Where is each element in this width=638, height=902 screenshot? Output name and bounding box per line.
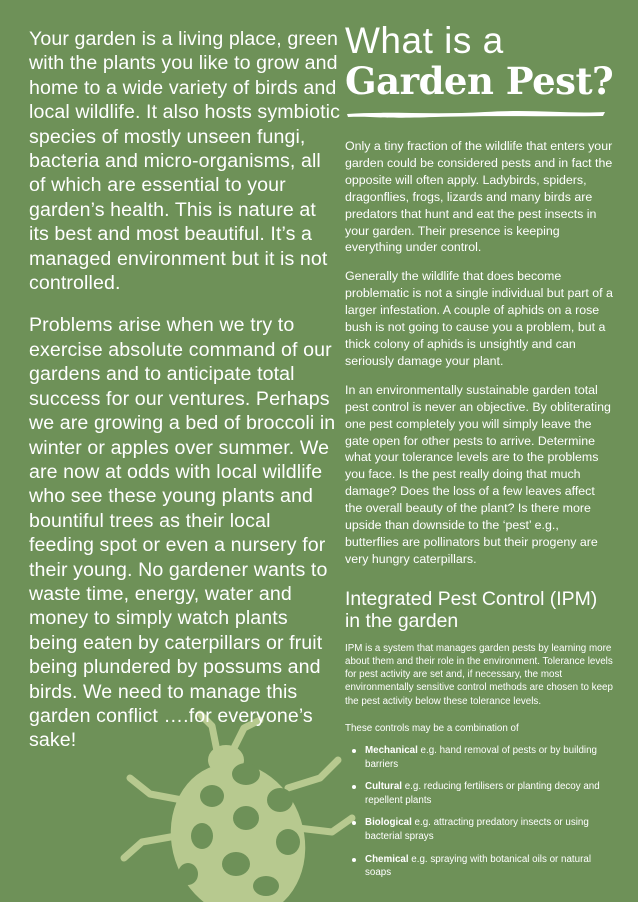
controls-list (345, 744, 615, 880)
control-term: Cultural (365, 781, 403, 793)
control-term: Mechanical (365, 744, 418, 756)
problems-paragraph: Problems arise when we try to exercise absolute command of our gardens and to anticipate total success for our ventures. Perhaps we are growing a bed of broccoli in winter or apples over summer. We are now at odds with local wildlife who see these young plants and bountiful trees as their local feeding spot or even a nursery for their young. No gardener wants to waste time, energy, water and money to simply watch plants being eaten by caterpillars or fruit being plundered by possums and birds. We need to manage this garden conflict ….for everyone’s sake! (29, 314, 336, 752)
page-title-line2: Garden Pest? (345, 59, 614, 103)
list-item (352, 853, 615, 880)
brush-stroke-divider (345, 108, 607, 118)
body-paragraph: Generally the wildlife that does become problematic is not a single individual but part of a larger infestation. A couple of aphids on a rose bush is not going to cause you a problem, but a thick colony of aphids is unsightly and can seriously damage your plant. (345, 269, 613, 368)
control-desc: e.g. reducing fertilisers or planting decoy and repellent plants (365, 781, 600, 806)
control-desc: e.g. attracting predatory insects or using bacterial sprays (365, 817, 589, 842)
list-item (352, 780, 615, 807)
control-desc: e.g. hand removal of pests or by building barriers (365, 744, 597, 770)
controls-intro: These controls may be a combination of (345, 722, 519, 734)
intro-paragraph: Your garden is a living place, green with the plants you like to grow and home to a wide variety of birds and local wildlife. It also hosts symbiotic species of mostly unseen fungi, bacteria and micro-organisms, all of which are essential to your garden’s health. This is nature at its best and most beautiful. It’s a managed environment but it is not controlled. (29, 28, 340, 295)
control-desc: e.g. spraying with botanical oils or natural soaps (365, 853, 591, 879)
control-term: Chemical (365, 853, 409, 865)
body-paragraph: Only a tiny fraction of the wildlife that enters your garden could be considered pests and in fact the opposite will often apply. Ladybirds, spiders, dragonflies, frogs, lizards and many birds are predators that hunt and eat the pest insects in your garden. Their presence is keeping everything under control. (345, 139, 613, 255)
ipm-paragraph: IPM is a system that manages garden pests by learning more about them and their role in the environment. Tolerance levels for pest activity are set and, if necessary, the most environmentally sensitive control methods are chosen to keep the pest activity below these tolerance levels. (345, 642, 613, 707)
ipm-section (345, 642, 615, 735)
right-column (345, 22, 615, 889)
body-paragraph: In an environmentally sustainable garden total pest control is never an objective. By obliterating one pest completely you will simply leave the gate open for other pests to arrive. Determine what your tolerance levels are to the problems you face. Is the pest really doing that much damage? Does the loss of a few leaves affect the overall beauty of the plant? Is there more upside than downside to the ‘pest’ e.g., butterflies are pollinators but their progeny are very hungry caterpillars. (345, 382, 611, 566)
left-column (29, 27, 341, 771)
page-title-line1: What is a (345, 20, 504, 61)
pest-definition-text (345, 138, 615, 568)
list-item (352, 816, 615, 843)
list-item (352, 744, 615, 771)
ipm-heading: Integrated Pest Control (IPM) in the garden (345, 587, 598, 632)
control-term: Biological (365, 817, 412, 829)
